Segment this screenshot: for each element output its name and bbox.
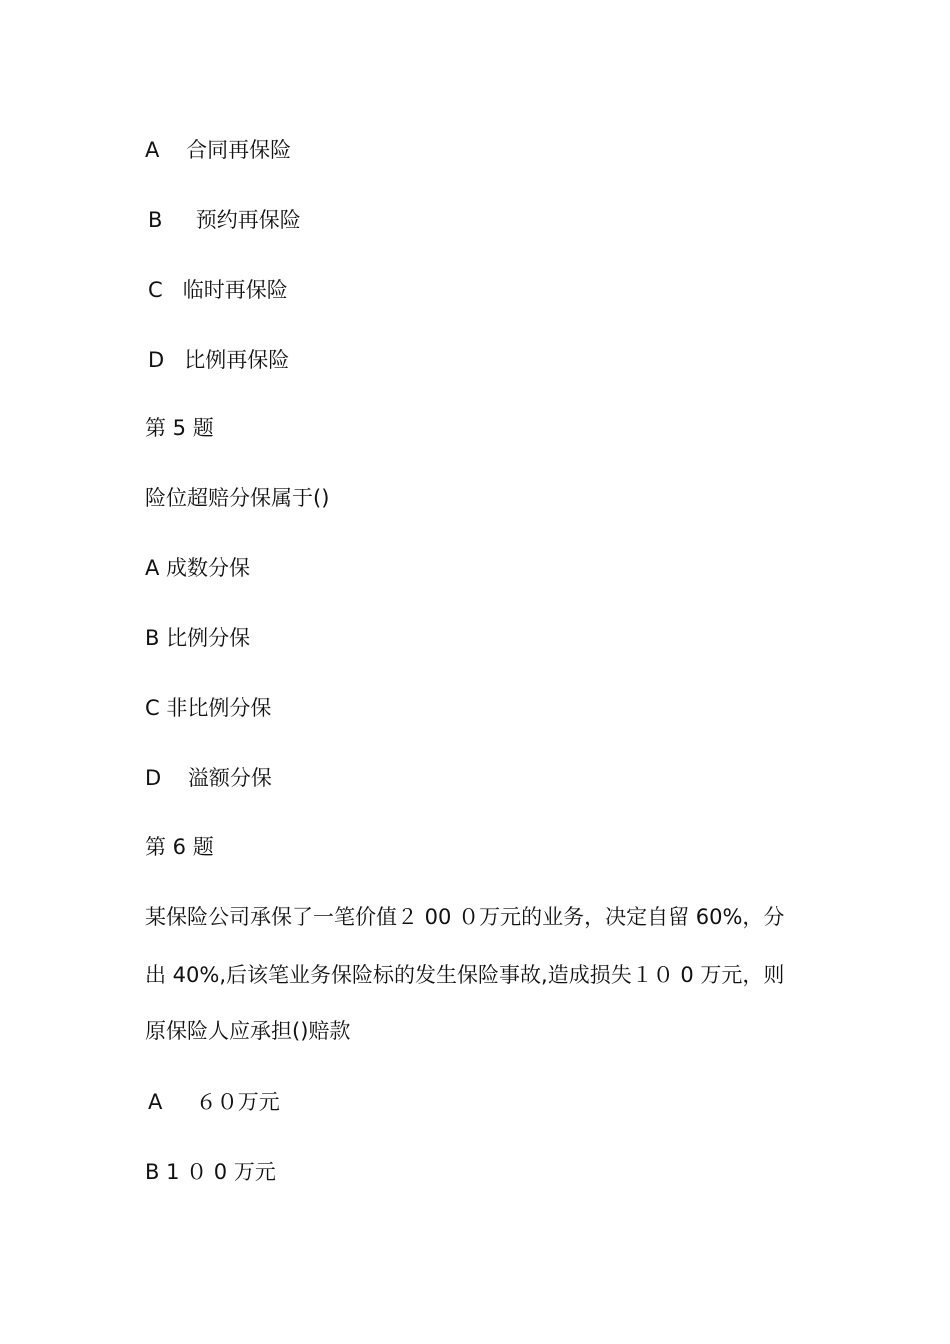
q6-option-a: A ６０万元 (148, 1090, 280, 1114)
q5-option-a: A 成数分保 (145, 556, 251, 580)
question-6-text-line-3: 原保险人应承担()赔款 (145, 1019, 351, 1043)
q4-option-b: B 预约再保险 (148, 208, 301, 232)
q6-option-b: B 1 ０ 0 万元 (145, 1160, 276, 1184)
question-6-text-line-1: 某保险公司承保了一笔价值２ 00 ０万元的业务，决定自留 60%，分 (145, 905, 785, 929)
question-6-heading: 第 6 题 (145, 835, 214, 859)
q5-option-c: C 非比例分保 (145, 696, 272, 720)
q4-option-a: A 合同再保险 (145, 138, 292, 162)
question-5-heading: 第 5 题 (145, 416, 214, 440)
q4-option-d: D 比例再保险 (148, 348, 290, 372)
question-5-text: 险位超赔分保属于() (145, 486, 330, 510)
q5-option-b: B 比例分保 (145, 626, 251, 650)
q4-option-c: C 临时再保险 (148, 278, 288, 302)
question-6-text-line-2: 出 40%,后该笔业务保险标的发生保险事故,造成损失１０ 0 万元，则 (145, 963, 785, 987)
q5-option-d: D 溢额分保 (145, 766, 272, 790)
